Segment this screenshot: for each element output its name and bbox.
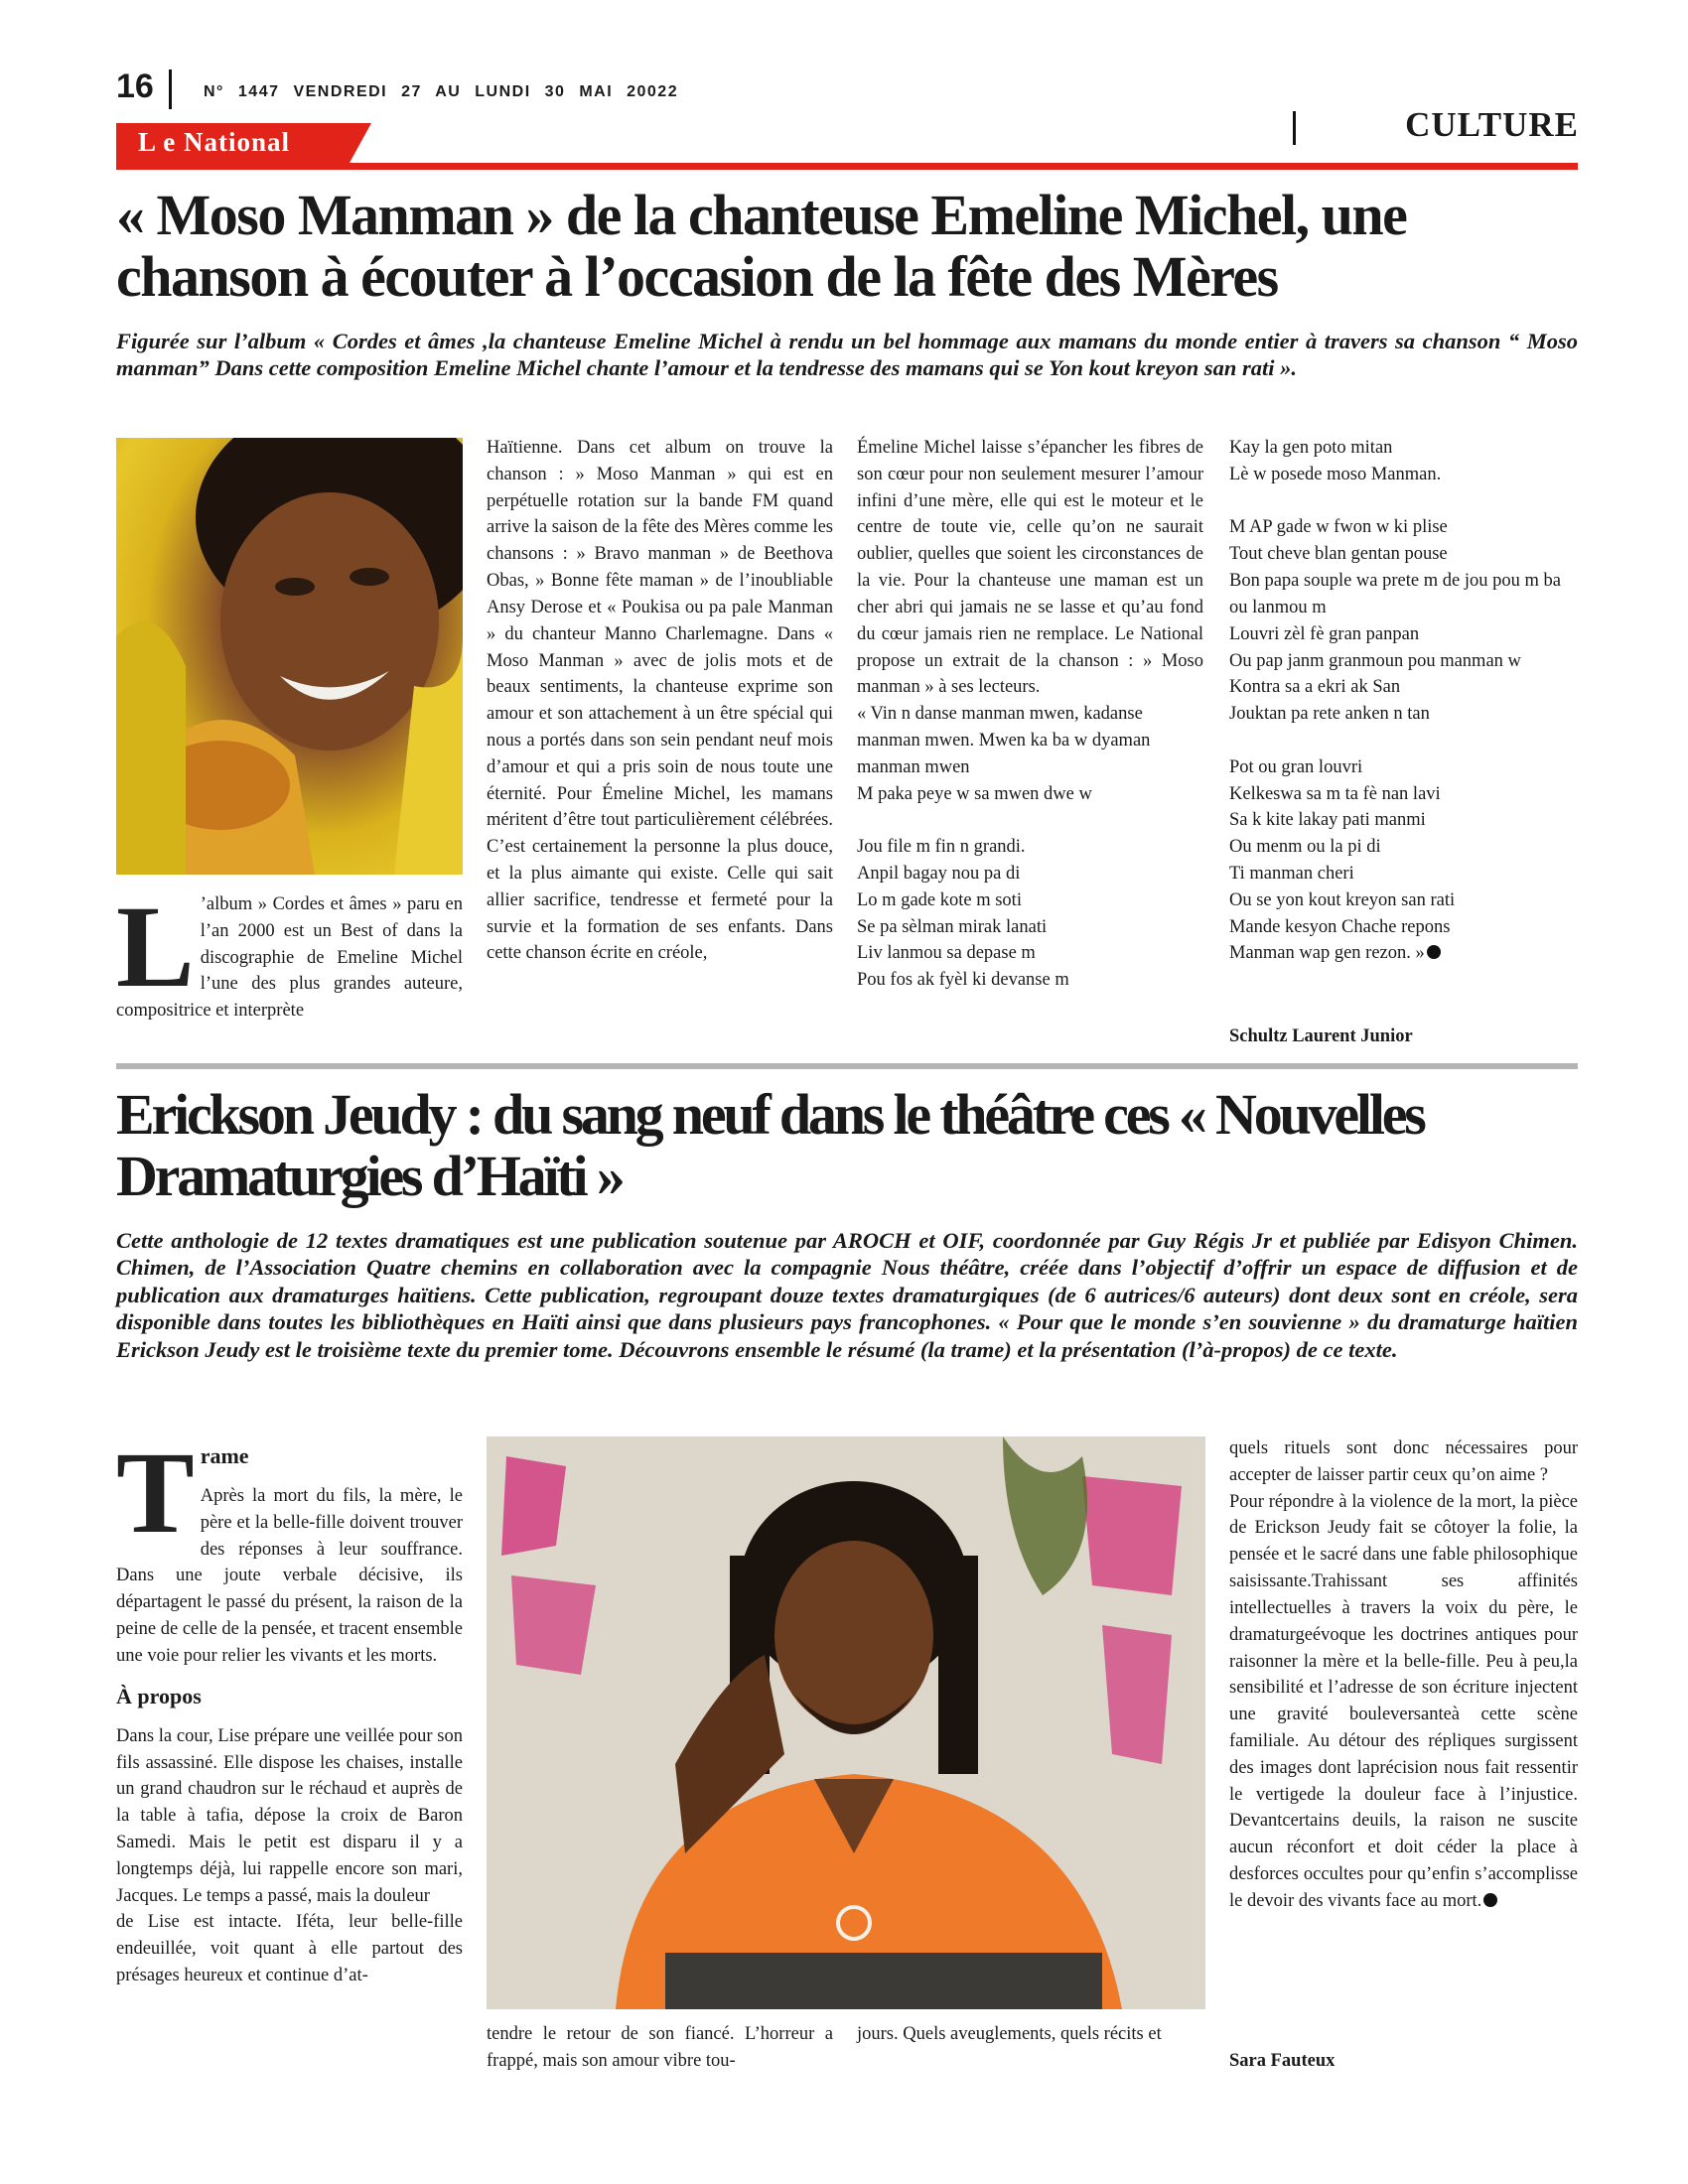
- emeline-michel-photo: [116, 438, 463, 875]
- section-label: CULTURE: [1405, 105, 1579, 144]
- trame-subhead: rame: [200, 1443, 249, 1468]
- article2-headline: Erickson Jeudy : du sang neuf dans le théâtre ces « Nouvelles Dramaturgies d’Haïti »: [116, 1082, 1424, 1209]
- article2-column-4: [1229, 1435, 1578, 1915]
- article1-col4-lyrics: Kay la gen poto mitan Lè w posede moso Manman. M AP gade w fwon w ki plise Tout cheve blan gentan pouse Bon papa souple wa prete m de jou pou m ba ou lanmou m Louvri zèl fè gran panpan Ou pap janm granmoun pou manman w Kontra sa a ekri ak San Jouktan pa rete anken n tan Pot ou gran louvri Kelkeswa sa m ta fè nan lavi Sa k kite lakay pati manmi Ou menm ou la pi di Ti manman cheri Ou se yon kout kreyon san rati Mande kesyon Chache repons Manman wap gen rezon. »: [1229, 438, 1561, 964]
- article1-headline: « Moso Manman » de la chanteuse Emeline Michel, une chanson à écouter à l’occasion de la fête des Mères: [116, 183, 1407, 310]
- article1-col1-text: ’album » Cordes et âmes » paru en l’an 2000 est un Best of dans la discographie de Emeline Michel l’une des plus grandes auteure, compositrice et interprète: [116, 894, 463, 1022]
- article1-column-4: [1229, 435, 1578, 967]
- article2-column-3: [857, 2021, 1203, 2048]
- article1-col3-prose: Émeline Michel laisse s’épancher les fibres de son cœur pour non seulement mesurer l’amour infini d’une mère, elle qui est le moteur et le centre de toute vie, celle qu’on ne saurait oublier, quelles que soient les circonstances de la vie. Pour la chanteuse une maman est un cher abri qui jamais ne se lasse et qu’au fond du cœur jamais rien ne remplace. Le National propose un extrait de la chanson : » Moso manman » à ses lecteurs.: [857, 438, 1203, 698]
- article2-standfirst: Cette anthologie de 12 textes dramatiques est une publication soutenue par AROCH et OIF, coordonnée par Guy Régis Jr et publiée par Edisyon Chimen. Chimen, de l’Association Quatre chemins en collaboration avec la compagnie Nous théâtre, créée dans l’objectif d’offrir un espace de diffusion et de publication aux dramaturges haïtiens. Cette publication, regroupant douze textes dramaturgiques (de 6 autrices/6 auteurs) dont deux sont en créole, sera disponible dans toutes les bibliothèques en Haïti ainsi que dans plusieurs pays francophones. « Pour que le monde s’en souvienne » du dramaturge haïtien Erickson Jeudy est le troisième texte du premier tome. Découvrons ensemble le résumé (la trame) et la présentation (l’à-propos) de ce texte.: [116, 1228, 1578, 1362]
- article1-dropcap: L: [116, 882, 195, 1012]
- article2-dropcap: T: [116, 1428, 195, 1558]
- article2-col2-text: tendre le retour de son fiancé. L’horreur a frappé, mais son amour vibre tou-: [487, 2024, 833, 2071]
- article1-column-2: [487, 435, 833, 967]
- article1-col2-text: Haïtienne. Dans cet album on trouve la chanson : » Moso Manman » qui est en perpétuelle rotation sur la bande FM quand arrive la saison de la fête des Mères comme les chansons : » Bravo manman » de Beethova Obas, » Bonne fête maman » de l’inoubliable Ansy Derose et « Poukisa ou pa pale Manman » du chanteur Manno Charlemagne. Dans « Moso Manman » avec de jolis mots et de beaux sentiments, la chanteuse exprime son amour et son attachement à un être spécial qui nous a portés dans son sein pendant neuf mois d’amour et qui a pris soin de nous toute une éternité. Pour Émeline Michel, les mamans méritent d’être tout particulièrement célébrées. C’est certainement la personne la plus douce, et la plus aimante qui existe. Celle qui sait allier sacrifice, tendresse et fermeté pour la survie et la formation de ses enfants. Dans cette chanson écrite en créole,: [487, 438, 833, 964]
- article1-standfirst: Figurée sur l’album « Cordes et âmes ,la chanteuse Emeline Michel à rendu un bel hommage aux mamans du monde entier à travers sa chanson “ Moso manman” Dans cette composition Emeline Michel chante l’amour et la tendresse des mamans qui se Yon kout kreyon san rati ».: [116, 329, 1578, 381]
- article1-column-3: [857, 435, 1203, 994]
- page-number: 16: [116, 68, 154, 105]
- end-mark-icon: [1427, 945, 1441, 959]
- issue-line: N° 1447 VENDREDI 27 AU LUNDI 30 MAI 20022: [204, 83, 679, 100]
- brand-name: L e National: [138, 127, 291, 157]
- article2-col3-text: jours. Quels aveuglements, quels récits et: [857, 2024, 1162, 2044]
- article2-trame-text: Après la mort du fils, la mère, le père et la belle-fille doivent trouver des réponses à leur souffrance. Dans une joute verbale décisive, ils départagent le passé du présent, la raison de la peine de celle de la pensée, et tracent ensemble une voie pour relier les vivants et les morts.: [116, 1486, 463, 1666]
- a-propos-subhead: À propos: [116, 1683, 202, 1708]
- article1-col3-lyrics: « Vin n danse manman mwen, kadanse manman mwen. Mwen ka ba w dyaman manman mwen M paka peye w sa mwen dwe w Jou file m fin n grandi. Anpil bagay nou pa di Lo m gade kote m soti Se pa sèlman mirak lanati Liv lanmou sa depase m Pou fos ak fyèl ki devanse m: [857, 704, 1151, 991]
- article1-column-1: [116, 882, 463, 1024]
- masthead-band: [116, 123, 1578, 171]
- brand-flag-corner: [350, 123, 371, 163]
- page-number-divider: [169, 69, 172, 109]
- article2-column-1: [116, 1428, 463, 1989]
- article1-byline: Schultz Laurent Junior: [1229, 1026, 1413, 1046]
- masthead-rule: [116, 163, 1578, 170]
- article-divider: [116, 1063, 1578, 1069]
- erickson-jeudy-photo: [487, 1436, 1205, 2009]
- article2-apropos-text: Dans la cour, Lise prépare une veillée pour son fils assassiné. Elle dispose les chaises, installe un grand chaudron sur le réchaud et auprès de la table à tafia, dépose la croix de Baron Samedi. Mais le petit est disparu il y a longtemps déjà, lui rappelle encore son mari, Jacques. Le temps a passé, mais la douleur de Lise est intacte. Iféta, leur belle-fille endeuillée, voit quant à elle partout des présages heureux et continue d’at-: [116, 1725, 463, 1985]
- article2-col4-text: quels rituels sont donc nécessaires pour accepter de laisser partir ceux qu’on aime ? Pour répondre à la violence de la mort, la pièce de Erickson Jeudy fait se côtoyer la folie, la pensée et le sacré dans une fable philosophique saisissante.Trahissant ses affinités intellectuelles à travers la voix du père, le dramaturgeévoque les doctrines antiques pour raisonner la mère et la belle-fille. Peu à peu,la sensibilité et l’adresse de son écriture injectent une gravité bouleversanteà cette scène familiale. Au détour des répliques surgissent des images dont laprécision nous fait ressentir le vertigede la douleur face à l’injustice. Devantcertains deuils, la raison ne suscite aucun réconfort et doit céder la place à desforces occultes pour qu’enfin s’accomplisse le devoir des vivants face au mort.: [1229, 1438, 1578, 1911]
- end-mark-icon: [1483, 1893, 1497, 1907]
- article2-byline: Sara Fauteux: [1229, 2051, 1336, 2071]
- section-divider: [1293, 111, 1296, 145]
- article2-column-2: [487, 2021, 833, 2075]
